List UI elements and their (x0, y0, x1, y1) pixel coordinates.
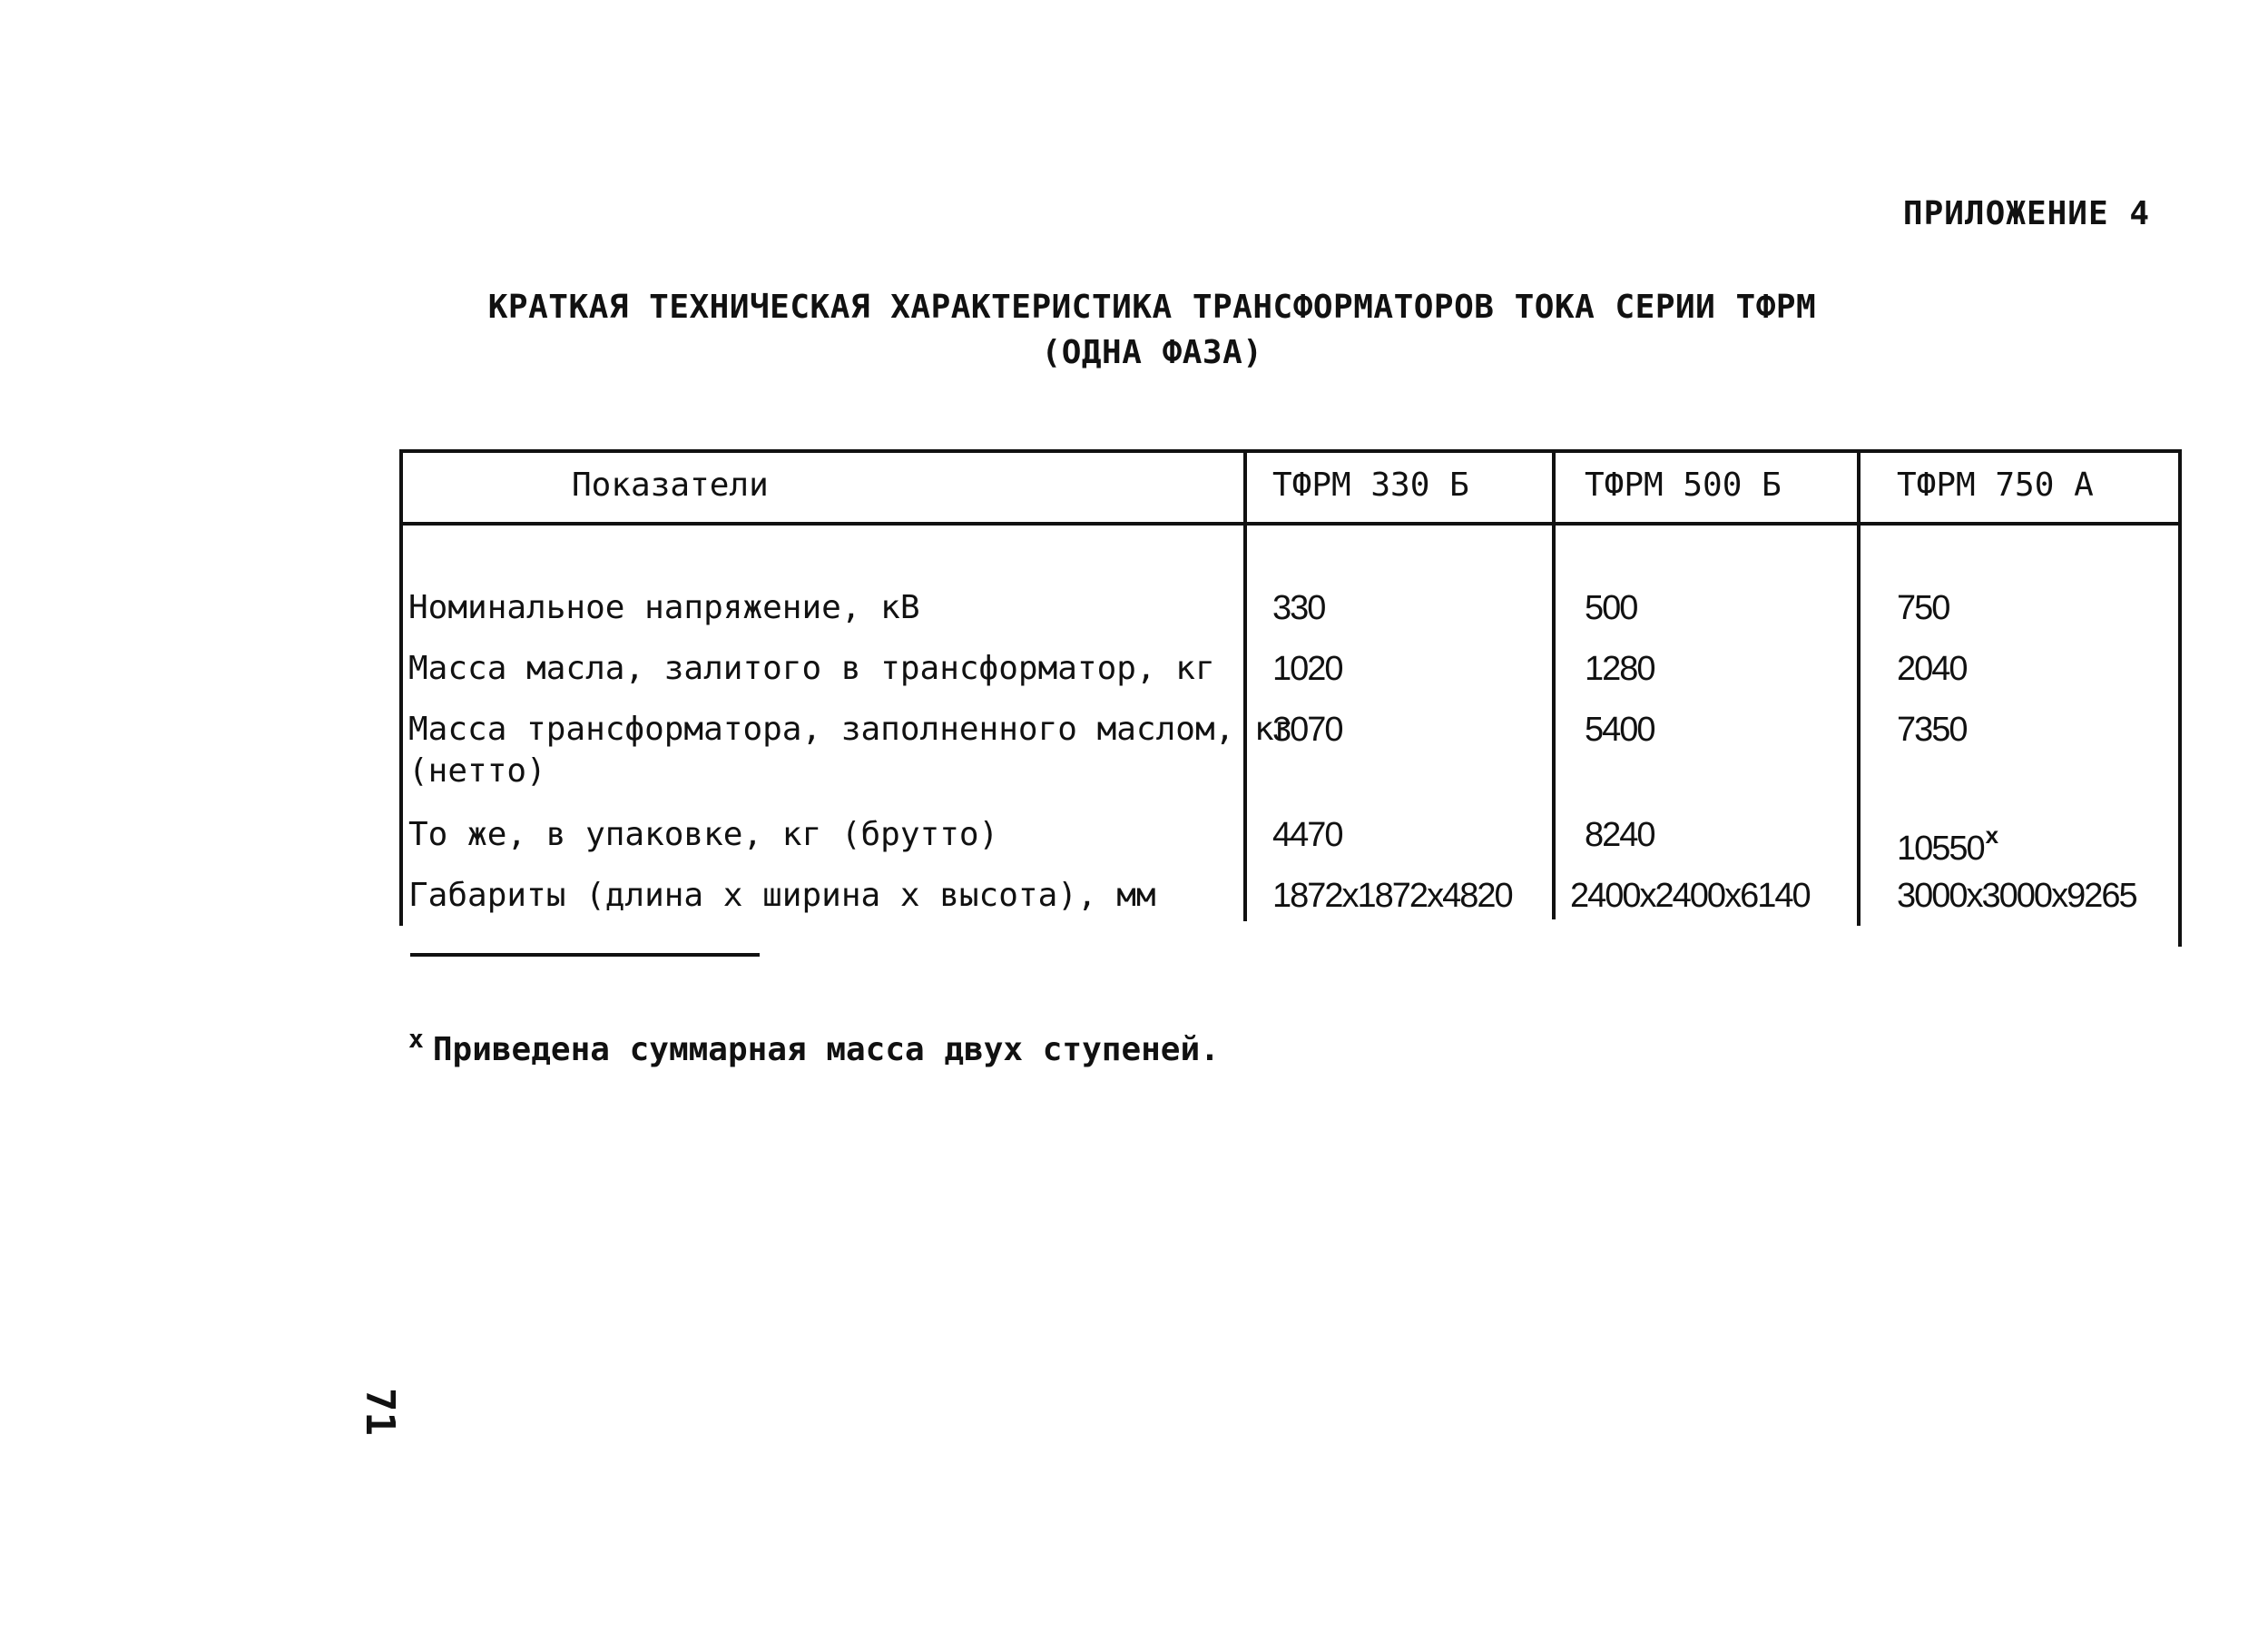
row-label-voltage: Номинальное напряжение, кВ (408, 589, 920, 626)
footnote-reference-mark: х (1985, 821, 1998, 849)
row-net-mass-500: 5400 (1585, 711, 1654, 749)
document-subtitle: (ОДНА ФАЗА) (1041, 334, 1263, 371)
table-col-divider-3 (1857, 449, 1861, 926)
row-label-gross-mass: То же, в упаковке, кг (брутто) (408, 816, 999, 853)
header-tfrm-500: ТФРМ 500 Б (1585, 467, 1782, 504)
row-dimensions-750: 3000x3000x9265 (1897, 877, 2136, 915)
footnote-separator (410, 953, 760, 957)
row-gross-mass-750 (1897, 815, 1997, 869)
row-label-dimensions: Габариты (длина х ширина х высота), мм (408, 877, 1156, 914)
row-label-net-mass: Масса трансформатора, заполненного маслом, кг (408, 711, 1294, 748)
row-oil-mass-330: 1020 (1272, 650, 1342, 688)
table-left-border (399, 449, 403, 926)
row-gross-mass-500: 8240 (1585, 816, 1654, 854)
table-col-divider-1 (1243, 449, 1247, 921)
gross-mass-750-value: 10550 (1897, 830, 1984, 868)
row-gross-mass-330: 4470 (1272, 816, 1342, 854)
footnote (408, 1024, 1220, 1068)
header-tfrm-750: ТФРМ 750 А (1897, 467, 2094, 504)
appendix-label: ПРИЛОЖЕНИЕ 4 (1902, 195, 2150, 232)
document-title: КРАТКАЯ ТЕХНИЧЕСКАЯ ХАРАКТЕРИСТИКА ТРАНСФОРМАТОРОВ ТОКА СЕРИИ ТФРМ (487, 289, 1817, 326)
row-oil-mass-500: 1280 (1585, 650, 1654, 688)
row-voltage-750: 750 (1897, 589, 1949, 627)
row-label-net-mass-suffix: (нетто) (408, 752, 546, 790)
header-tfrm-330: ТФРМ 330 Б (1272, 467, 1469, 504)
row-voltage-330: 330 (1272, 589, 1325, 627)
footnote-text: Приведена суммарная масса двух ступеней. (432, 1031, 1220, 1068)
table-header-border (399, 522, 2182, 526)
table-col-divider-2 (1552, 449, 1556, 919)
row-voltage-500: 500 (1585, 589, 1637, 627)
row-label-oil-mass: Масса масла, залитого в трансформатор, кг (408, 650, 1215, 687)
table-right-border (2178, 449, 2182, 947)
page-number: 71 (356, 1388, 403, 1436)
row-net-mass-330: 3070 (1272, 711, 1342, 749)
row-net-mass-750: 7350 (1897, 711, 1967, 749)
table-top-border (399, 449, 2182, 453)
row-oil-mass-750: 2040 (1897, 650, 1967, 688)
row-dimensions-500: 2400x2400x6140 (1570, 877, 1810, 915)
row-dimensions-330: 1872x1872x4820 (1272, 877, 1512, 915)
header-indicators: Показатели (572, 467, 769, 504)
footnote-mark: х (408, 1024, 424, 1054)
specs-table (399, 449, 2182, 930)
